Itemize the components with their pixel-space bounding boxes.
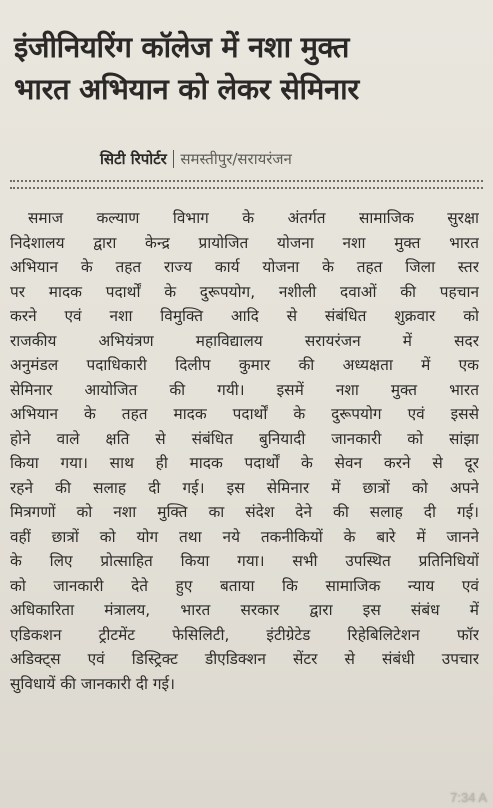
article-line: अडिक्ट्स एवं डिस्ट्रिक्ट डीएडिक्शन सेंटर से संबंधी उपचार — [10, 650, 479, 668]
article-line: करने एवं नशा विमुक्ति आदि से संबंधित शुक्रवार को — [10, 307, 479, 325]
article-line: मित्रगणों को नशा मुक्ति का संदेश देने की सलाह दी गई। — [10, 503, 479, 521]
article-line: होने वाले क्षति से संबंधित बुनियादी जानकारी को सांझा — [10, 429, 479, 448]
dotted-rule — [10, 187, 483, 189]
article-line: पर मादक पदार्थों के दुरूपयोग, नशीली दवाओं की पहचान — [10, 282, 479, 301]
dateline-location: समस्तीपुर/सरायरंजन — [180, 150, 292, 168]
article-line: वहीं छात्रों को योग तथा नये तकनीकियों के बारे में जानने — [10, 527, 479, 546]
byline — [100, 146, 292, 172]
headline — [14, 26, 484, 110]
article-line: एडिकशन ट्रीटमेंट फेसिलिटी, इंटीग्रेटेड रिहेबिलिटेशन फॉर — [10, 625, 479, 644]
article-line: अधिकारिता मंत्रालय, भारत सरकार द्वारा इस संबंध में — [10, 601, 479, 619]
article-line: सेमिनार आयोजित की गयी। इसमें नशा मुक्त भारत — [10, 380, 479, 399]
article-line: अभियान के तहत मादक पदार्थों के दुरूपयोग एवं इससे — [10, 405, 479, 423]
article-line: रहने की सलाह दी गई। इस सेमिनार में छात्रों को अपने — [10, 478, 479, 497]
article-line: किया गया। साथ ही मादक पदार्थों के सेवन करने से दूर — [10, 454, 479, 472]
article-line: निदेशालय द्वारा केन्द्र प्रायोजित योजना नशा मुक्त भारत — [10, 233, 479, 252]
article-line: अभियान के तहत राज्य कार्य योजना के तहत जिला स्तर — [10, 258, 479, 276]
headline-line-2: भारत अभियान को लेकर सेमिनार — [14, 72, 359, 106]
dotted-rule — [10, 180, 483, 182]
reporter-name: सिटी रिपोर्टर — [100, 150, 167, 168]
article-line: को जानकारी देते हुए बताया कि सामाजिक न्याय एवं — [10, 576, 479, 595]
article-body — [10, 206, 479, 696]
article-line: समाज कल्याण विभाग के अंतर्गत सामाजिक सुरक्षा — [28, 209, 479, 227]
article-line: अनुमंडल पदाधिकारी दिलीप कुमार की अध्यक्षता में एक — [10, 356, 479, 374]
byline-divider — [173, 150, 175, 168]
article-line: के लिए प्रोत्साहित किया गया। सभी उपस्थित प्रतिनिधियों — [10, 552, 479, 570]
status-time: 7:34 A — [450, 790, 487, 805]
article-line: राजकीय अभियंत्रण महाविद्यालय सरायरंजन में सदर — [10, 331, 479, 350]
headline-line-1: इंजीनियरिंग कॉलेज में नशा मुक्त — [14, 30, 350, 64]
article-line: सुविधायें की जानकारी दी गई। — [10, 674, 175, 693]
